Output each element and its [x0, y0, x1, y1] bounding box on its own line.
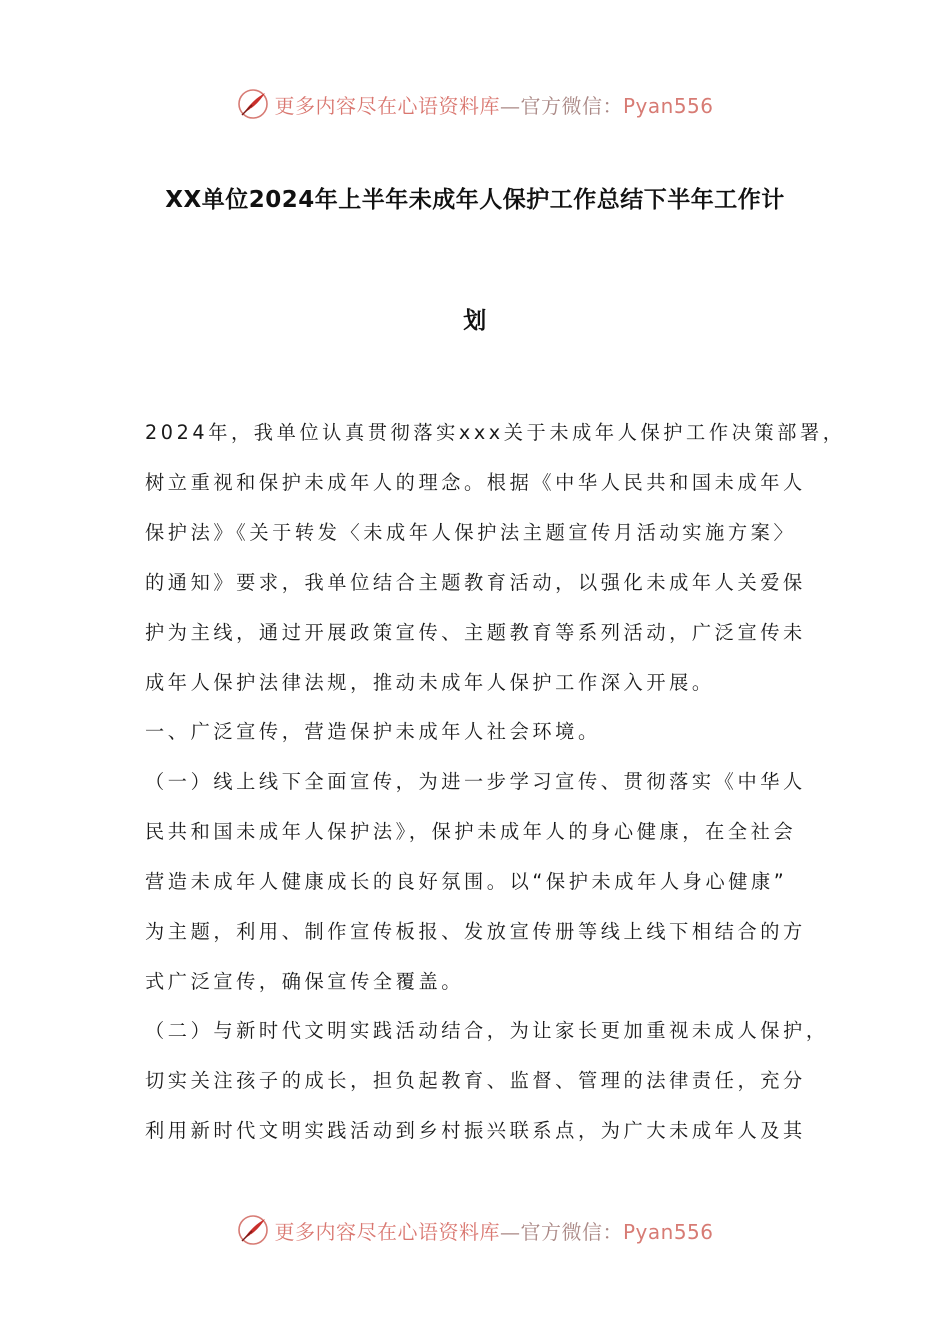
body-line: 护为主线，通过开展政策宣传、主题教育等系列活动，广泛宣传未	[145, 621, 806, 644]
body-line: 利用新时代文明实践活动到乡村振兴联系点，为广大未成年人及其	[145, 1119, 806, 1142]
body-line: 民共和国未成年人保护法》，保护未成年人的身心健康，在全社会	[145, 820, 797, 843]
body-line: 式广泛宣传，确保宣传全覆盖。	[145, 970, 465, 993]
body-line: 为主题，利用、制作宣传板报、发放宣传册等线上线下相结合的方	[145, 920, 806, 943]
body-line: 营造未成年人健康成长的良好氛围。以“保护未成年人身心健康”	[145, 870, 788, 893]
watermark-wechat-id: Pyan556	[622, 93, 714, 118]
watermark-banner-top	[0, 82, 950, 126]
body-line: 成年人保护法律法规，推动未成年人保护工作深入开展。	[145, 671, 715, 694]
feather-pen-logo-icon	[236, 87, 270, 121]
watermark-wechat-id: Pyan556	[622, 1219, 714, 1244]
watermark-banner-bottom	[0, 1208, 950, 1252]
watermark-brand: 更多内容尽在心语资料库	[274, 1219, 500, 1244]
watermark-text-bottom	[274, 1216, 713, 1245]
body-line: 的通知》要求，我单位结合主题教育活动，以强化未成年人关爱保	[145, 571, 806, 594]
body-line: 2024年，我单位认真贯彻落实xxx关于未成年人保护工作决策部署，	[145, 421, 846, 444]
body-line: 保护法》《关于转发〈未成年人保护法主题宣传月活动实施方案〉	[145, 521, 797, 544]
body-line: 切实关注孩子的成长，担负起教育、监督、管理的法律责任，充分	[145, 1069, 806, 1092]
body-line: （一）线上线下全面宣传，为进一步学习宣传、贯彻落实《中华人	[145, 770, 806, 793]
watermark-official-label: 官方微信：	[520, 1219, 623, 1244]
section-heading: 一、广泛宣传，营造保护未成年人社会环境。	[145, 720, 601, 743]
body-line: 树立重视和保护未成年人的理念。根据《中华人民共和国未成年人	[145, 471, 806, 494]
watermark-official-label: 官方微信：	[520, 93, 623, 118]
watermark-dash: —	[499, 93, 521, 118]
watermark-text-top	[274, 90, 713, 119]
feather-pen-logo-icon	[236, 1213, 270, 1247]
watermark-brand: 更多内容尽在心语资料库	[274, 93, 500, 118]
watermark-dash: —	[499, 1219, 521, 1244]
document-title-line-2: 划	[463, 308, 487, 334]
body-line: （二）与新时代文明实践活动结合，为让家长更加重视未成人保护，	[145, 1019, 829, 1042]
document-title-line-1: XX单位2024年上半年未成年人保护工作总结下半年工作计	[165, 187, 785, 213]
